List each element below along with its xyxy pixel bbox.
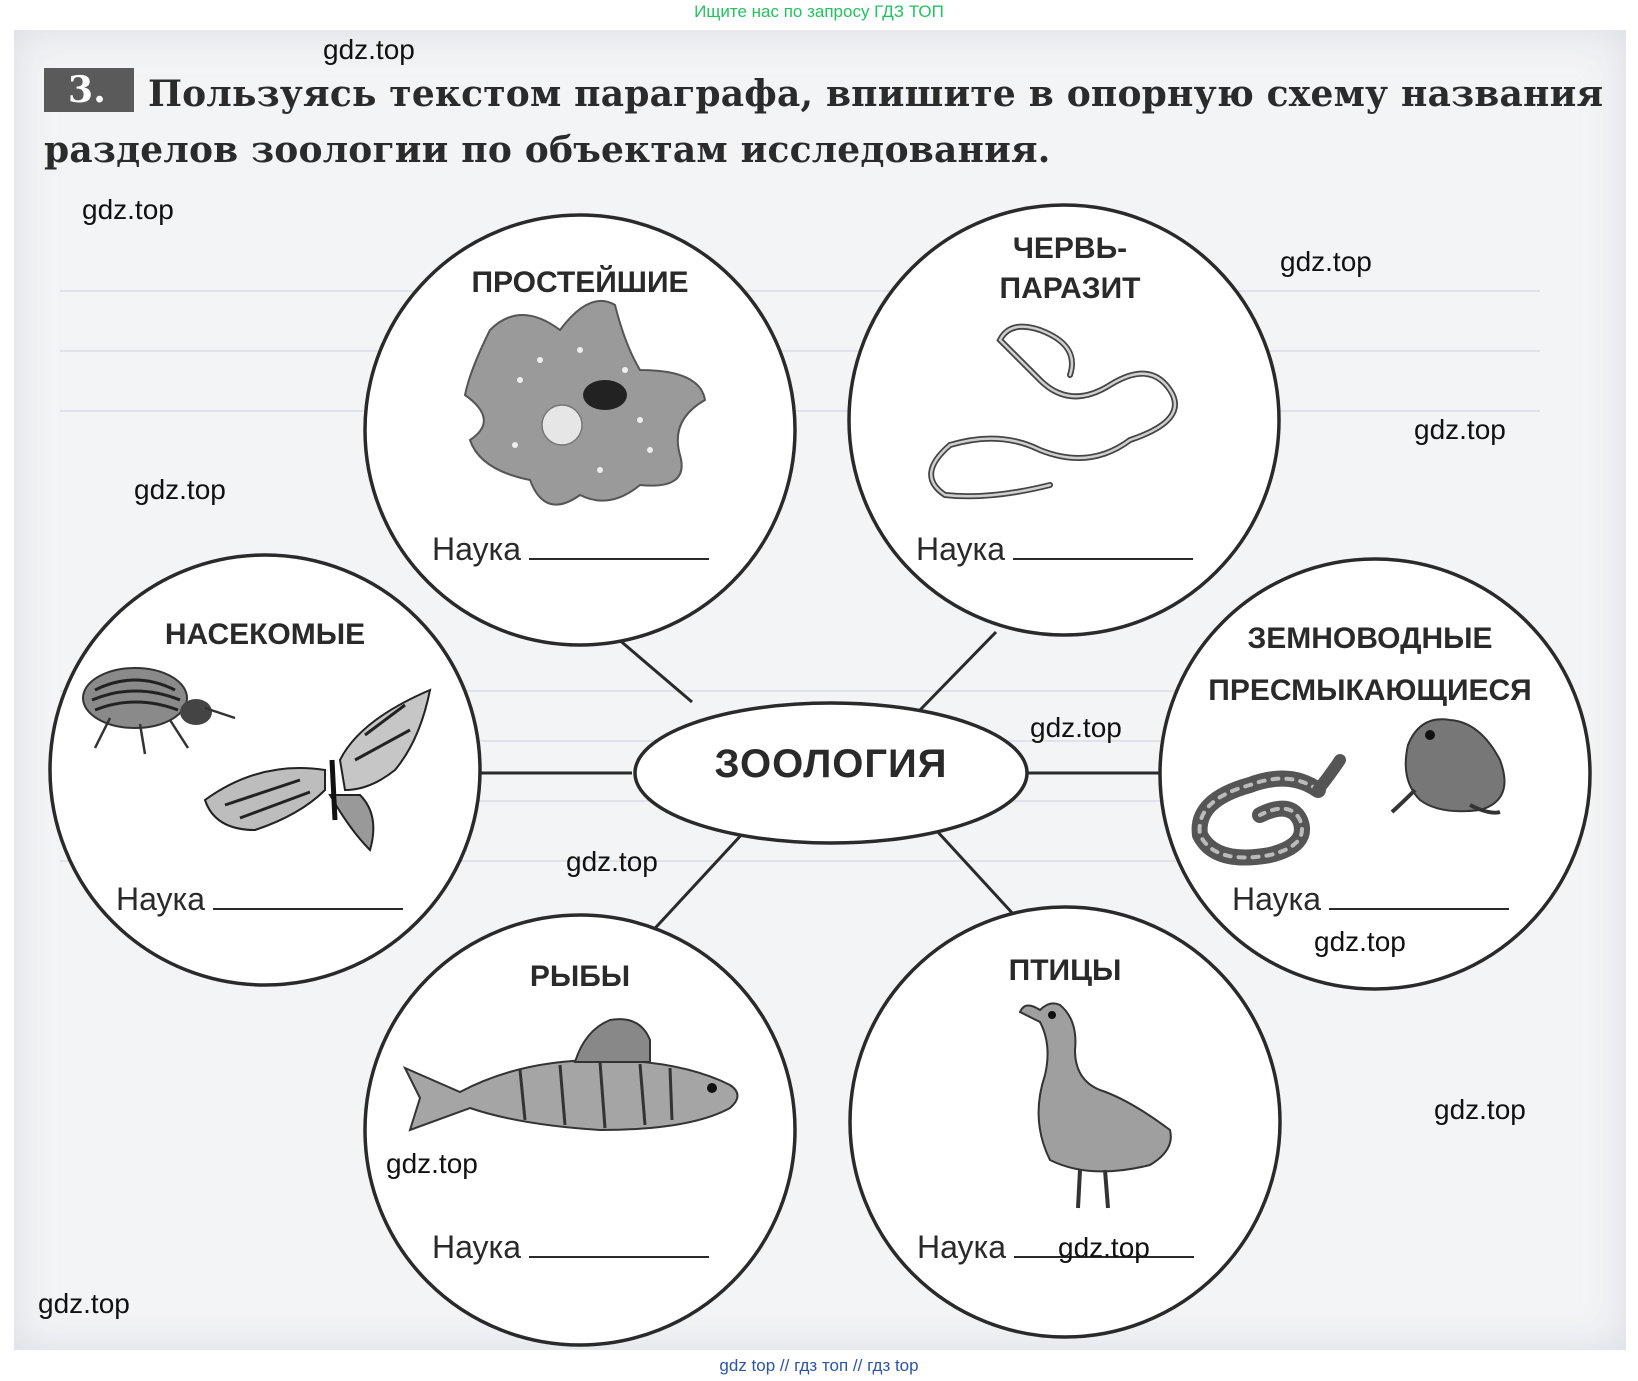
science-blank[interactable]: [529, 1228, 709, 1258]
task-text: Пользуясь текстом параграфа, впишите в опорную схему названия разделов зоологии по объектам исследования.: [44, 73, 1604, 171]
title-birds: ПТИЦЫ: [1008, 954, 1122, 987]
science-field-birds[interactable]: [917, 1228, 1194, 1266]
title-amphibians-line1: ЗЕМНОВОДНЫЕ: [1247, 622, 1493, 655]
connector-line: [920, 632, 996, 710]
top-banner[interactable]: Ищите нас по запросу ГДЗ ТОП: [694, 2, 944, 21]
title-fish: РЫБЫ: [529, 960, 631, 993]
title-amphibians-line2: ПРЕСМЫКАЮЩИЕСЯ: [1208, 674, 1532, 707]
science-blank[interactable]: [1329, 880, 1509, 910]
science-label: Наука: [432, 1229, 522, 1265]
bottom-banner[interactable]: gdz top // гдз топ // гдз top: [719, 1356, 919, 1375]
science-label: Наука: [432, 531, 522, 567]
title-worm-line2: ПАРАЗИТ: [999, 272, 1141, 305]
science-label: Наука: [116, 881, 206, 917]
watermark: gdz.top: [1434, 1094, 1526, 1125]
center-label: ЗООЛОГИЯ: [714, 742, 948, 786]
science-field-protozoa[interactable]: [432, 530, 709, 568]
watermark: gdz.top: [323, 34, 415, 65]
science-blank[interactable]: [529, 530, 709, 560]
watermark: gdz.top: [1030, 712, 1122, 743]
watermark: gdz.top: [134, 474, 226, 505]
science-label: Наука: [917, 1229, 1007, 1265]
watermark: gdz.top: [1314, 926, 1406, 957]
title-protozoa: ПРОСТЕЙШИЕ: [471, 266, 689, 299]
science-field-insects[interactable]: [116, 880, 403, 918]
title-worm-line1: ЧЕРВЬ-: [1012, 232, 1128, 265]
science-field-fish[interactable]: [432, 1228, 709, 1266]
watermark: gdz.top: [1414, 414, 1506, 445]
science-field-amphibians[interactable]: [1232, 880, 1509, 918]
watermark: gdz.top: [566, 846, 658, 877]
watermark: gdz.top: [82, 194, 174, 225]
task-number: 3.: [44, 68, 134, 112]
science-blank[interactable]: [213, 880, 403, 910]
science-label: Наука: [1232, 881, 1322, 917]
watermark: gdz.top: [38, 1288, 130, 1319]
science-field-worm[interactable]: [916, 530, 1193, 568]
science-label: Наука: [916, 531, 1006, 567]
watermark: gdz.top: [1058, 1232, 1150, 1263]
watermark: gdz.top: [1280, 246, 1372, 277]
connector-line: [646, 832, 744, 938]
title-insects: НАСЕКОМЫЕ: [164, 618, 366, 651]
watermark: gdz.top: [386, 1148, 478, 1179]
science-blank[interactable]: [1013, 530, 1193, 560]
